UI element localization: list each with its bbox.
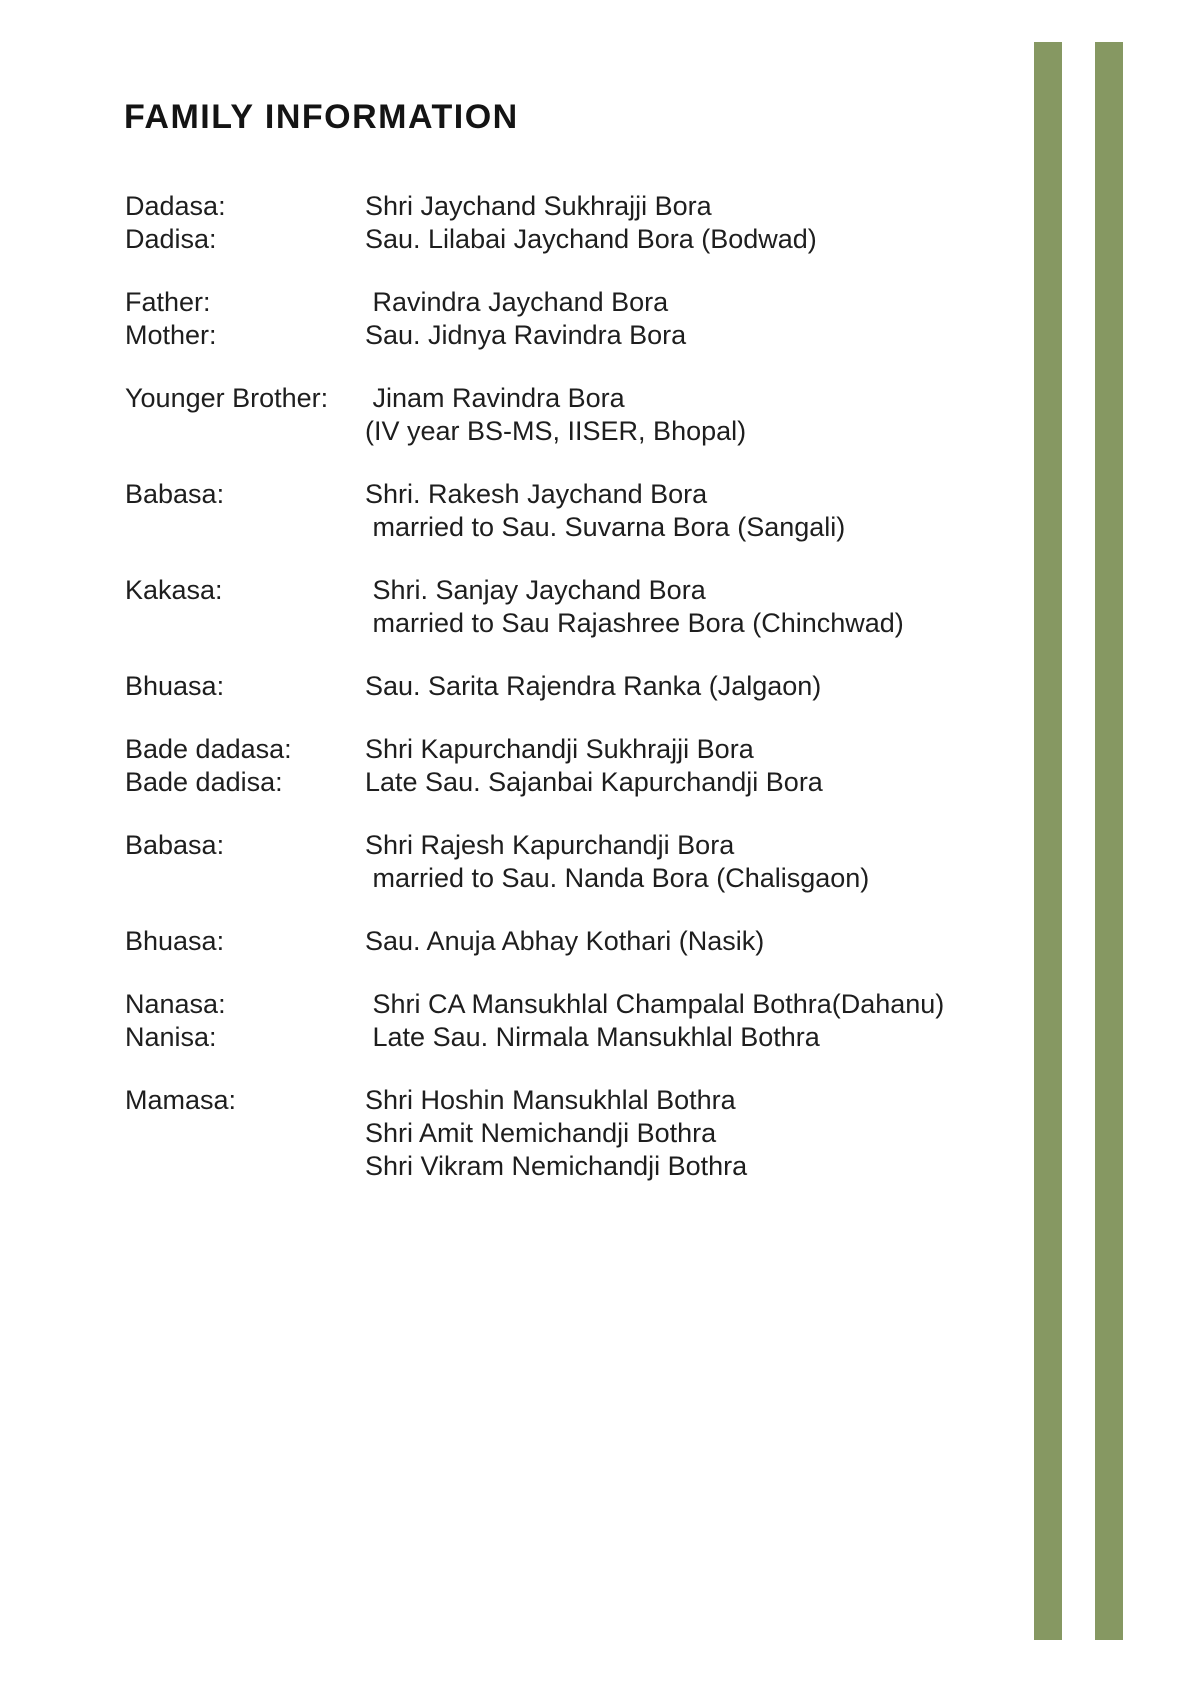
relation-values [365, 382, 1005, 448]
relation-label: Babasa: [125, 479, 225, 509]
family-entry [125, 766, 1005, 799]
family-group [125, 286, 1005, 352]
relation-label: Bade dadisa: [125, 767, 283, 797]
relation-value-line: Shri Amit Nemichandji Bothra [365, 1118, 717, 1148]
relation-value-line: married to Sau Rajashree Bora (Chinchwad) [365, 608, 904, 638]
family-entry [125, 670, 1005, 703]
family-entry [125, 1084, 1005, 1183]
relation-label: Bhuasa: [125, 671, 225, 701]
relation-values [365, 925, 1005, 958]
family-group [125, 829, 1005, 895]
relation-value-line: (IV year BS-MS, IISER, Bhopal) [365, 416, 747, 446]
relation-values [365, 1021, 1005, 1054]
relation-label: Mamasa: [125, 1085, 237, 1115]
family-entry [125, 382, 1005, 448]
relation-values [365, 478, 1005, 544]
relation-values [365, 670, 1005, 703]
family-entry [125, 1021, 1005, 1054]
relation-value-line: Shri CA Mansukhlal Champalal Bothra(Dahanu) [365, 989, 945, 1019]
accent-bar-left [1034, 42, 1062, 1640]
family-group [125, 988, 1005, 1054]
relation-values [365, 829, 1005, 895]
relation-values [365, 766, 1005, 799]
relation-value-line: Shri Rajesh Kapurchandji Bora [365, 830, 735, 860]
relation-values [365, 988, 1005, 1021]
relation-value-line: Shri. Sanjay Jaychand Bora [365, 575, 706, 605]
relation-values [365, 223, 1005, 256]
family-group [125, 925, 1005, 958]
relation-values [365, 1084, 1005, 1183]
family-list [125, 190, 1005, 1213]
relation-label: Nanisa: [125, 1022, 217, 1052]
family-entry [125, 319, 1005, 352]
relation-value-line: Jinam Ravindra Bora [365, 383, 625, 413]
relation-label: Mother: [125, 320, 217, 350]
relation-label: Bhuasa: [125, 926, 225, 956]
family-group [125, 382, 1005, 448]
accent-bar-right [1095, 42, 1123, 1640]
relation-label: Kakasa: [125, 575, 223, 605]
relation-value-line: Sau. Lilabai Jaychand Bora (Bodwad) [365, 224, 817, 254]
family-entry [125, 988, 1005, 1021]
relation-label: Dadasa: [125, 191, 226, 221]
family-group [125, 670, 1005, 703]
family-group [125, 478, 1005, 544]
family-entry [125, 286, 1005, 319]
relation-value-line: Shri. Rakesh Jaychand Bora [365, 479, 708, 509]
family-entry [125, 733, 1005, 766]
relation-value-line: Sau. Jidnya Ravindra Bora [365, 320, 687, 350]
relation-value-line: Shri Kapurchandji Sukhrajji Bora [365, 734, 754, 764]
relation-values [365, 319, 1005, 352]
family-entry [125, 223, 1005, 256]
page-title: FAMILY INFORMATION [124, 98, 519, 136]
relation-values [365, 286, 1005, 319]
family-entry [125, 829, 1005, 895]
relation-value-line: Shri Vikram Nemichandji Bothra [365, 1151, 748, 1181]
family-entry [125, 925, 1005, 958]
relation-value-line: Sau. Sarita Rajendra Ranka (Jalgaon) [365, 671, 822, 701]
relation-label: Father: [125, 287, 211, 317]
relation-value-line: Ravindra Jaychand Bora [365, 287, 669, 317]
relation-value-line: Sau. Anuja Abhay Kothari (Nasik) [365, 926, 765, 956]
family-group [125, 190, 1005, 256]
relation-label: Nanasa: [125, 989, 226, 1019]
relation-label: Bade dadasa: [125, 734, 292, 764]
relation-values [365, 190, 1005, 223]
family-group [125, 733, 1005, 799]
family-entry [125, 190, 1005, 223]
relation-value-line: Shri Jaychand Sukhrajji Bora [365, 191, 712, 221]
relation-values [365, 574, 1005, 640]
relation-label: Babasa: [125, 830, 225, 860]
relation-value-line: Late Sau. Sajanbai Kapurchandji Bora [365, 767, 823, 797]
relation-values [365, 733, 1005, 766]
family-entry [125, 478, 1005, 544]
relation-value-line: Shri Hoshin Mansukhlal Bothra [365, 1085, 736, 1115]
family-group [125, 574, 1005, 640]
relation-label: Younger Brother: [125, 383, 329, 413]
family-entry [125, 574, 1005, 640]
relation-value-line: married to Sau. Nanda Bora (Chalisgaon) [365, 863, 870, 893]
relation-value-line: married to Sau. Suvarna Bora (Sangali) [365, 512, 846, 542]
relation-label: Dadisa: [125, 224, 217, 254]
relation-value-line: Late Sau. Nirmala Mansukhlal Bothra [365, 1022, 820, 1052]
family-group [125, 1084, 1005, 1183]
